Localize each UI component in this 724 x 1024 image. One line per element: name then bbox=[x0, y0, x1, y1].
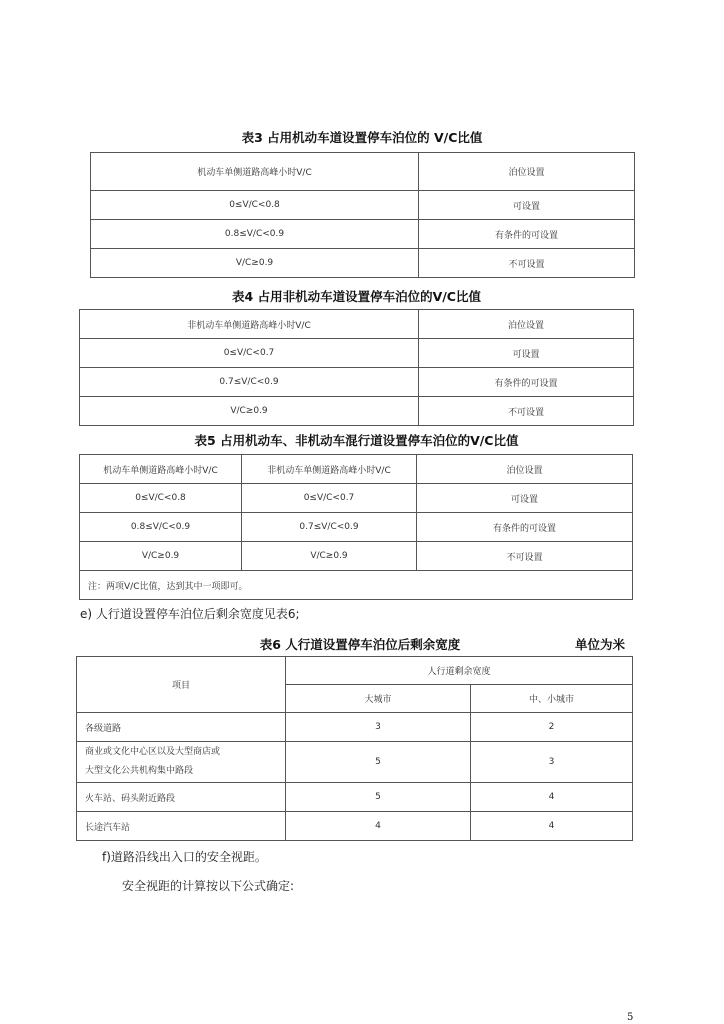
table-cell: 不可设置 bbox=[419, 249, 635, 278]
table-row bbox=[91, 249, 635, 278]
table-header-cell: 泊位设置 bbox=[419, 153, 635, 191]
table-row bbox=[80, 542, 633, 571]
table4-caption: 表4 占用非机动车道设置停车泊位的V/C比值 bbox=[232, 289, 481, 304]
table-header-cell: 非机动车单侧道路高峰小时V/C bbox=[242, 455, 417, 484]
table-cell: 0≤V/C<0.8 bbox=[91, 191, 419, 220]
table-cell: V/C≥0.9 bbox=[91, 249, 419, 278]
table-row bbox=[80, 513, 633, 542]
table-cell: 有条件的可设置 bbox=[419, 368, 634, 397]
table-cell: 4 bbox=[471, 783, 633, 812]
table5-caption: 表5 占用机动车、非机动车混行道设置停车泊位的V/C比值 bbox=[194, 433, 519, 448]
table-header-cell: 大城市 bbox=[286, 685, 471, 713]
table-cell: 5 bbox=[286, 783, 471, 812]
table-cell: 不可设置 bbox=[417, 542, 633, 571]
table-header-cell: 泊位设置 bbox=[417, 455, 633, 484]
table-cell: 长途汽车站 bbox=[77, 812, 286, 841]
table-cell: V/C≥0.9 bbox=[80, 397, 419, 426]
table-header-row bbox=[91, 153, 635, 191]
table-header-cell: 项目 bbox=[77, 657, 286, 713]
table3 bbox=[90, 152, 635, 278]
paragraph-formula: 安全视距的计算按以下公式确定: bbox=[122, 879, 295, 893]
table-cell: 0.7≤V/C<0.9 bbox=[242, 513, 417, 542]
table-cell: 4 bbox=[286, 812, 471, 841]
table-cell: 3 bbox=[286, 713, 471, 742]
table-header-cell: 人行道剩余宽度 bbox=[286, 657, 633, 685]
table5 bbox=[79, 454, 633, 600]
table-cell: 2 bbox=[471, 713, 633, 742]
table-cell: 不可设置 bbox=[419, 397, 634, 426]
table-header-cell: 机动车单侧道路高峰小时V/C bbox=[80, 455, 242, 484]
table-row bbox=[77, 783, 633, 812]
table6-caption: 表6 人行道设置停车泊位后剩余宽度 bbox=[259, 637, 461, 652]
table-cell: 0≤V/C<0.7 bbox=[80, 339, 419, 368]
table-cell: 5 bbox=[286, 742, 471, 783]
cell-line: 大型文化公共机构集中路段 bbox=[85, 766, 194, 776]
paragraph-e: e) 人行道设置停车泊位后剩余宽度见表6; bbox=[80, 607, 300, 621]
table-row bbox=[91, 220, 635, 249]
table-cell: 3 bbox=[471, 742, 633, 783]
table-header-cell: 中、小城市 bbox=[471, 685, 633, 713]
table-cell: V/C≥0.9 bbox=[80, 542, 242, 571]
table-row bbox=[80, 397, 634, 426]
table-cell: 0≤V/C<0.8 bbox=[80, 484, 242, 513]
table-cell: 0.8≤V/C<0.9 bbox=[91, 220, 419, 249]
table-row bbox=[80, 368, 634, 397]
table-row bbox=[80, 339, 634, 368]
table5-note: 注：两项V/C比值，达到其中一项即可。 bbox=[80, 571, 633, 600]
table-cell: 有条件的可设置 bbox=[419, 220, 635, 249]
table-cell: 4 bbox=[471, 812, 633, 841]
table-row bbox=[77, 812, 633, 841]
table6 bbox=[76, 656, 633, 841]
page-number: 5 bbox=[627, 1012, 634, 1023]
table-cell: 0.8≤V/C<0.9 bbox=[80, 513, 242, 542]
table-row bbox=[91, 191, 635, 220]
table-cell: 可设置 bbox=[419, 339, 634, 368]
table-cell: 可设置 bbox=[419, 191, 635, 220]
table-cell: 火车站、码头附近路段 bbox=[77, 783, 286, 812]
table-cell: 各级道路 bbox=[77, 713, 286, 742]
table-header-row bbox=[77, 657, 633, 685]
table-row bbox=[80, 484, 633, 513]
table-cell: 有条件的可设置 bbox=[417, 513, 633, 542]
table-cell: 可设置 bbox=[417, 484, 633, 513]
paragraph-f: f)道路沿线出入口的安全视距。 bbox=[102, 850, 267, 864]
table-cell bbox=[77, 742, 286, 783]
table-row bbox=[77, 713, 633, 742]
table4 bbox=[79, 309, 634, 426]
table-cell: 0.7≤V/C<0.9 bbox=[80, 368, 419, 397]
table3-caption: 表3 占用机动车道设置停车泊位的 V/C比值 bbox=[241, 130, 483, 145]
table-header-cell: 泊位设置 bbox=[419, 310, 634, 339]
table-header-cell: 非机动车单侧道路高峰小时V/C bbox=[80, 310, 419, 339]
table-header-row bbox=[80, 455, 633, 484]
table6-unit: 单位为米 bbox=[575, 637, 626, 652]
table-header-cell: 机动车单侧道路高峰小时V/C bbox=[91, 153, 419, 191]
table-note-row bbox=[80, 571, 633, 600]
table-cell: V/C≥0.9 bbox=[242, 542, 417, 571]
table-row bbox=[77, 742, 633, 783]
table-header-row bbox=[80, 310, 634, 339]
cell-line: 商业或文化中心区以及大型商店或 bbox=[85, 747, 221, 757]
table-cell: 0≤V/C<0.7 bbox=[242, 484, 417, 513]
